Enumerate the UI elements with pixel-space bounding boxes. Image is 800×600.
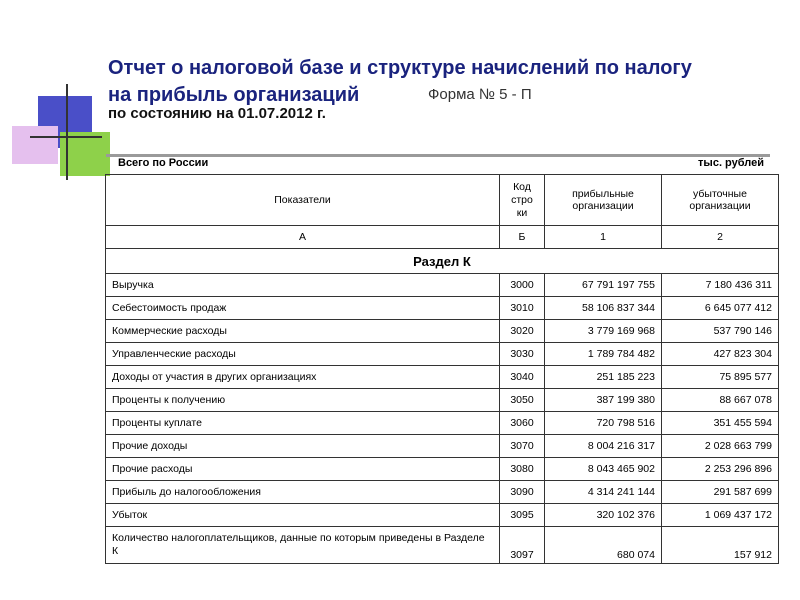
row-name: Доходы от участия в других организациях bbox=[106, 366, 500, 389]
table-row bbox=[106, 481, 779, 504]
letter-name: А bbox=[106, 226, 500, 249]
row-code: 3097 bbox=[500, 527, 545, 564]
row-loss: 427 823 304 bbox=[662, 343, 779, 366]
row-loss: 75 895 577 bbox=[662, 366, 779, 389]
row-code: 3000 bbox=[500, 274, 545, 297]
row-profit: 720 798 516 bbox=[545, 412, 662, 435]
row-code: 3050 bbox=[500, 389, 545, 412]
table-row bbox=[106, 412, 779, 435]
letter-code: Б bbox=[500, 226, 545, 249]
row-name: Прибыль до налогообложения bbox=[106, 481, 500, 504]
decor-square-pink bbox=[12, 126, 58, 164]
row-loss: 291 587 699 bbox=[662, 481, 779, 504]
row-profit: 680 074 bbox=[545, 527, 662, 564]
row-name: Убыток bbox=[106, 504, 500, 527]
table-row bbox=[106, 366, 779, 389]
table-row bbox=[106, 320, 779, 343]
row-loss: 2 028 663 799 bbox=[662, 435, 779, 458]
row-loss: 1 069 437 172 bbox=[662, 504, 779, 527]
row-code: 3030 bbox=[500, 343, 545, 366]
report-table bbox=[105, 174, 779, 564]
row-code: 3070 bbox=[500, 435, 545, 458]
form-label: Форма № 5 - П bbox=[428, 86, 532, 103]
letter-loss: 2 bbox=[662, 226, 779, 249]
row-name: Количество налогоплательщиков, данные по которым приведены в Разделе К bbox=[106, 527, 500, 564]
date-line: по состоянию на 01.07.2012 г. bbox=[108, 105, 326, 122]
table-row bbox=[106, 297, 779, 320]
row-name: Проценты к получению bbox=[106, 389, 500, 412]
row-code: 3010 bbox=[500, 297, 545, 320]
letters-row bbox=[106, 226, 779, 249]
header-name: Показатели bbox=[106, 175, 500, 226]
row-name: Выручка bbox=[106, 274, 500, 297]
row-profit: 4 314 241 144 bbox=[545, 481, 662, 504]
row-profit: 387 199 380 bbox=[545, 389, 662, 412]
row-name: Коммерческие расходы bbox=[106, 320, 500, 343]
header-row bbox=[106, 175, 779, 226]
table-row bbox=[106, 389, 779, 412]
row-name: Прочие доходы bbox=[106, 435, 500, 458]
title-line-1: Отчет о налоговой базе и структуре начислений по налогу bbox=[108, 57, 692, 79]
row-loss: 88 667 078 bbox=[662, 389, 779, 412]
row-loss: 351 455 594 bbox=[662, 412, 779, 435]
row-profit: 67 791 197 755 bbox=[545, 274, 662, 297]
row-profit: 8 043 465 902 bbox=[545, 458, 662, 481]
row-name: Прочие расходы bbox=[106, 458, 500, 481]
row-profit: 1 789 784 482 bbox=[545, 343, 662, 366]
row-loss: 7 180 436 311 bbox=[662, 274, 779, 297]
decor-vertical-line bbox=[66, 84, 68, 180]
row-name: Себестоимость продаж bbox=[106, 297, 500, 320]
row-name: Управленческие расходы bbox=[106, 343, 500, 366]
row-profit: 8 004 216 317 bbox=[545, 435, 662, 458]
row-code: 3020 bbox=[500, 320, 545, 343]
row-code: 3040 bbox=[500, 366, 545, 389]
row-loss: 2 253 296 896 bbox=[662, 458, 779, 481]
table-row bbox=[106, 435, 779, 458]
row-profit: 58 106 837 344 bbox=[545, 297, 662, 320]
row-loss: 6 645 077 412 bbox=[662, 297, 779, 320]
title-line-2: на прибыль организаций bbox=[108, 84, 360, 106]
table-row bbox=[106, 504, 779, 527]
row-loss: 537 790 146 bbox=[662, 320, 779, 343]
letter-profit: 1 bbox=[545, 226, 662, 249]
table-row bbox=[106, 343, 779, 366]
table-row bbox=[106, 274, 779, 297]
section-title: Раздел К bbox=[106, 249, 779, 274]
row-profit: 251 185 223 bbox=[545, 366, 662, 389]
row-name: Проценты куплате bbox=[106, 412, 500, 435]
header-loss: убыточные организации bbox=[662, 175, 779, 226]
row-code: 3095 bbox=[500, 504, 545, 527]
row-code: 3090 bbox=[500, 481, 545, 504]
row-code: 3080 bbox=[500, 458, 545, 481]
row-profit: 320 102 376 bbox=[545, 504, 662, 527]
region-caption: Всего по России bbox=[118, 157, 209, 169]
row-code: 3060 bbox=[500, 412, 545, 435]
row-profit: 3 779 169 968 bbox=[545, 320, 662, 343]
row-loss: 157 912 bbox=[662, 527, 779, 564]
units-caption: тыс. рублей bbox=[698, 157, 764, 169]
decor-horizontal-line bbox=[30, 136, 102, 138]
table-row bbox=[106, 458, 779, 481]
header-code: Код стро ки bbox=[500, 175, 545, 226]
table-row bbox=[106, 527, 779, 564]
section-row bbox=[106, 249, 779, 274]
header-profit: прибыльные организации bbox=[545, 175, 662, 226]
